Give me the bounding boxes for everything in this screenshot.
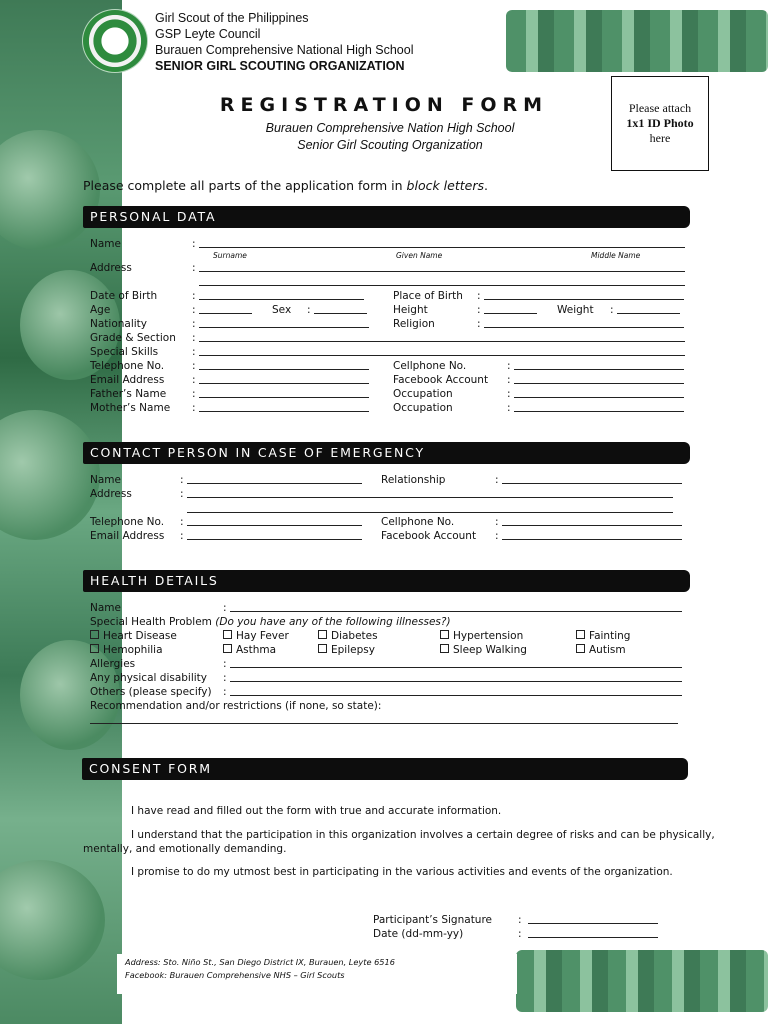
checkbox-box[interactable] bbox=[440, 644, 449, 653]
pob-field[interactable] bbox=[484, 299, 684, 300]
father-field[interactable] bbox=[199, 397, 369, 398]
label-cellphone: Cellphone No. bbox=[393, 360, 467, 372]
subtitle-line: Senior Girl Scouting Organization bbox=[297, 138, 483, 152]
label-address: Address bbox=[90, 262, 132, 274]
age-field[interactable] bbox=[199, 313, 252, 314]
colon: : bbox=[495, 530, 499, 542]
colon: : bbox=[610, 304, 614, 316]
colon: : bbox=[192, 304, 196, 316]
colon: : bbox=[495, 516, 499, 528]
checkbox-label: Hemophilia bbox=[103, 644, 163, 656]
photo-box bbox=[611, 76, 709, 171]
label-grade: Grade & Section bbox=[90, 332, 176, 344]
label-occupation: Occupation bbox=[393, 388, 453, 400]
label-height: Height bbox=[393, 304, 428, 316]
checkbox-box[interactable] bbox=[90, 630, 99, 639]
checkbox-heart-disease[interactable] bbox=[90, 630, 177, 642]
checkbox-epilepsy[interactable] bbox=[318, 644, 375, 656]
colon: : bbox=[507, 402, 511, 414]
surname-caption: Surname bbox=[213, 251, 247, 260]
colon: : bbox=[192, 238, 196, 250]
label-ec-cellphone: Cellphone No. bbox=[381, 516, 455, 528]
colon: : bbox=[223, 658, 227, 670]
label-relationship: Relationship bbox=[381, 474, 446, 486]
photo-box-text: here bbox=[649, 131, 671, 145]
consent-statement-1: I have read and filled out the form with true and accurate information. bbox=[131, 805, 502, 817]
dob-field[interactable] bbox=[199, 299, 364, 300]
mother-field[interactable] bbox=[199, 411, 369, 412]
label-mother: Mother’s Name bbox=[90, 402, 171, 414]
consent-statement-2-cont: mentally, and emotionally demanding. bbox=[83, 843, 287, 855]
checkbox-label: Epilepsy bbox=[331, 644, 375, 656]
checkbox-hay-fever[interactable] bbox=[223, 630, 289, 642]
label-ec-telephone: Telephone No. bbox=[90, 516, 165, 528]
religion-field[interactable] bbox=[484, 327, 684, 328]
colon: : bbox=[477, 304, 481, 316]
instruction bbox=[83, 178, 488, 193]
checkbox-asthma[interactable] bbox=[223, 644, 276, 656]
section-heading-emergency: CONTACT PERSON IN CASE OF EMERGENCY bbox=[83, 442, 690, 464]
section-heading-health: HEALTH DETAILS bbox=[83, 570, 690, 592]
label-recommendation: Recommendation and/or restrictions (if none, so state): bbox=[90, 700, 382, 712]
label-ec-address: Address bbox=[90, 488, 132, 500]
colon: : bbox=[477, 290, 481, 302]
weight-field[interactable] bbox=[617, 313, 680, 314]
section-heading-consent: CONSENT FORM bbox=[82, 758, 688, 780]
gsp-seal-logo bbox=[82, 9, 148, 73]
cellphone-field[interactable] bbox=[514, 369, 684, 370]
address-field[interactable] bbox=[199, 271, 685, 272]
checkbox-hypertension[interactable] bbox=[440, 630, 523, 642]
grade-field[interactable] bbox=[199, 341, 685, 342]
date-field[interactable] bbox=[528, 937, 658, 938]
colon: : bbox=[180, 530, 184, 542]
form-title: REGISTRATION FORM bbox=[219, 94, 549, 116]
checkbox-label: Hay Fever bbox=[236, 630, 289, 642]
height-field[interactable] bbox=[484, 313, 537, 314]
nationality-field[interactable] bbox=[199, 327, 369, 328]
colon: : bbox=[192, 290, 196, 302]
checkbox-box[interactable] bbox=[223, 630, 232, 639]
label-nationality: Nationality bbox=[90, 318, 148, 330]
label-others: Others (please specify) bbox=[90, 686, 212, 698]
disability-field[interactable] bbox=[230, 681, 682, 682]
ec-email-field[interactable] bbox=[187, 539, 362, 540]
colon: : bbox=[307, 304, 311, 316]
checkbox-fainting[interactable] bbox=[576, 630, 630, 642]
email-field[interactable] bbox=[199, 383, 369, 384]
given-name-caption: Given Name bbox=[396, 251, 443, 260]
checkbox-box[interactable] bbox=[440, 630, 449, 639]
colon: : bbox=[192, 388, 196, 400]
label-age: Age bbox=[90, 304, 111, 316]
father-occupation-field[interactable] bbox=[514, 397, 684, 398]
label-disability: Any physical disability bbox=[90, 672, 208, 684]
label-health-name: Name bbox=[90, 602, 121, 614]
colon: : bbox=[192, 332, 196, 344]
consent-statement-3: I promise to do my utmost best in participating in the various activities and events of the organization. bbox=[131, 866, 673, 878]
ec-address-field[interactable] bbox=[187, 497, 673, 498]
ec-telephone-field[interactable] bbox=[187, 525, 362, 526]
checkbox-label: Fainting bbox=[589, 630, 631, 642]
section-heading-personal: PERSONAL DATA bbox=[83, 206, 690, 228]
label-pob: Place of Birth bbox=[393, 290, 463, 302]
checkbox-label: Heart Disease bbox=[103, 630, 177, 642]
checkbox-hemophilia[interactable] bbox=[90, 644, 163, 656]
label-signature: Participant’s Signature bbox=[373, 914, 493, 926]
ec-cellphone-field[interactable] bbox=[502, 525, 682, 526]
skills-field[interactable] bbox=[199, 355, 685, 356]
checkbox-box[interactable] bbox=[318, 644, 327, 653]
colon: : bbox=[192, 318, 196, 330]
photo-box-text: Please attach bbox=[628, 101, 692, 115]
label-email: Email Address bbox=[90, 374, 165, 386]
colon: : bbox=[180, 488, 184, 500]
label-facebook: Facebook Account bbox=[393, 374, 489, 386]
label-name: Name bbox=[90, 238, 121, 250]
label-ec-email: Email Address bbox=[90, 530, 165, 542]
checkbox-box[interactable] bbox=[318, 630, 327, 639]
footer-facebook: Facebook: Burauen Comprehensive NHS – Girl Scouts bbox=[125, 970, 345, 980]
label-skills: Special Skills bbox=[90, 346, 159, 358]
checkbox-box[interactable] bbox=[223, 644, 232, 653]
label-father: Father’s Name bbox=[90, 388, 167, 400]
colon: : bbox=[507, 360, 511, 372]
health-problem-text: Special Health Problem bbox=[90, 616, 216, 628]
checkbox-label: Autism bbox=[589, 644, 626, 656]
header-line: Burauen Comprehensive National High School bbox=[155, 43, 414, 57]
colon: : bbox=[518, 928, 522, 940]
instruction-text: Please complete all parts of the application form in bbox=[83, 178, 407, 193]
checkbox-label: Asthma bbox=[236, 644, 277, 656]
checkbox-label: Sleep Walking bbox=[453, 644, 527, 656]
colon: : bbox=[495, 474, 499, 486]
colon: : bbox=[192, 402, 196, 414]
instruction-emphasis: block letters bbox=[406, 178, 484, 193]
header-line: GSP Leyte Council bbox=[155, 27, 261, 41]
label-ec-name: Name bbox=[90, 474, 121, 486]
footer bbox=[117, 954, 517, 994]
label-dob: Date of Birth bbox=[90, 290, 158, 302]
ec-facebook-field[interactable] bbox=[502, 539, 682, 540]
consent-statement-2: I understand that the participation in this organization involves a certain degree of risks and can be physically, bbox=[131, 829, 715, 841]
facebook-field[interactable] bbox=[514, 383, 684, 384]
colon: : bbox=[223, 602, 227, 614]
colon: : bbox=[223, 672, 227, 684]
colon: : bbox=[477, 318, 481, 330]
colon: : bbox=[180, 516, 184, 528]
subtitle-line: Burauen Comprehensive Nation High School bbox=[265, 121, 515, 135]
health-name-field[interactable] bbox=[230, 611, 682, 612]
address-field-2[interactable] bbox=[199, 285, 685, 286]
ec-name-field[interactable] bbox=[187, 483, 362, 484]
label-ec-facebook: Facebook Account bbox=[381, 530, 477, 542]
label-weight: Weight bbox=[557, 304, 594, 316]
label-religion: Religion bbox=[393, 318, 435, 330]
telephone-field[interactable] bbox=[199, 369, 369, 370]
checkbox-autism[interactable] bbox=[576, 644, 626, 656]
checkbox-box[interactable] bbox=[576, 644, 585, 653]
checkbox-label: Hypertension bbox=[453, 630, 524, 642]
recommendation-field[interactable] bbox=[90, 723, 678, 724]
health-problem-question: (Do you have any of the following illnesses?) bbox=[215, 616, 451, 628]
colon: : bbox=[507, 388, 511, 400]
label-telephone: Telephone No. bbox=[90, 360, 165, 372]
colon: : bbox=[180, 474, 184, 486]
header-photo bbox=[506, 10, 768, 72]
checkbox-box[interactable] bbox=[90, 644, 99, 653]
footer-address: Address: Sto. Niño St., San Diego District IX, Burauen, Leyte 6516 bbox=[125, 957, 395, 967]
colon: : bbox=[192, 360, 196, 372]
footer-photo bbox=[516, 950, 768, 1012]
colon: : bbox=[507, 374, 511, 386]
label-health-problem bbox=[90, 616, 451, 628]
instruction-text: . bbox=[483, 178, 488, 193]
colon: : bbox=[192, 374, 196, 386]
relationship-field[interactable] bbox=[502, 483, 682, 484]
others-field[interactable] bbox=[230, 695, 682, 696]
header-line: SENIOR GIRL SCOUTING ORGANIZATION bbox=[155, 59, 405, 73]
allergies-field[interactable] bbox=[230, 667, 682, 668]
label-occupation: Occupation bbox=[393, 402, 453, 414]
colon: : bbox=[192, 262, 196, 274]
label-sex: Sex bbox=[272, 304, 292, 316]
colon: : bbox=[192, 346, 196, 358]
photo-box-text: 1x1 ID Photo bbox=[626, 116, 694, 130]
label-allergies: Allergies bbox=[90, 658, 136, 670]
sex-field[interactable] bbox=[314, 313, 367, 314]
colon: : bbox=[223, 686, 227, 698]
ec-address-field-2[interactable] bbox=[187, 512, 673, 513]
header-line: Girl Scout of the Philippines bbox=[155, 11, 309, 25]
colon: : bbox=[518, 914, 522, 926]
signature-field[interactable] bbox=[528, 923, 658, 924]
label-date: Date (dd-mm-yy) bbox=[373, 928, 464, 940]
name-field[interactable] bbox=[199, 247, 685, 248]
checkbox-diabetes[interactable] bbox=[318, 630, 378, 642]
checkbox-box[interactable] bbox=[576, 630, 585, 639]
mother-occupation-field[interactable] bbox=[514, 411, 684, 412]
middle-name-caption: Middle Name bbox=[591, 251, 641, 260]
checkbox-label: Diabetes bbox=[331, 630, 378, 642]
checkbox-sleep-walking[interactable] bbox=[440, 644, 527, 656]
